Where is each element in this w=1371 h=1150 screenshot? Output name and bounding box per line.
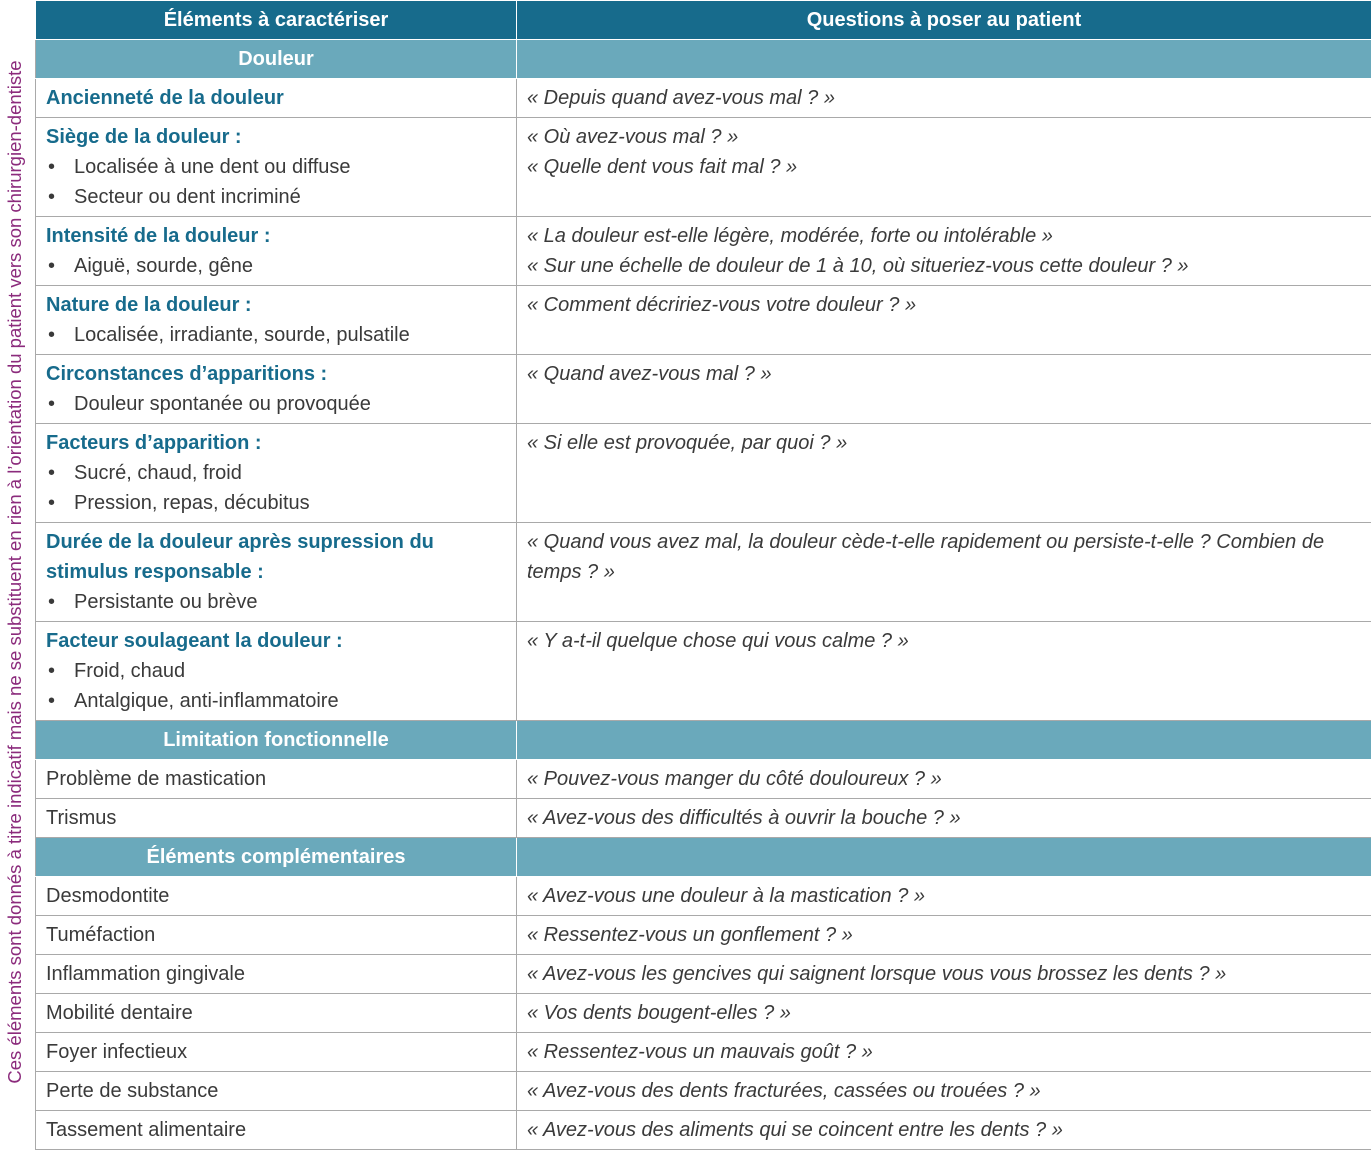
- table-row: [36, 286, 1371, 355]
- question: « Quelle dent vous fait mal ? »: [527, 152, 1361, 182]
- row-label: Intensité de la douleur :: [46, 225, 270, 247]
- question: « Ressentez-vous un mauvais goût ? »: [517, 1033, 1371, 1072]
- table-row: [36, 79, 1371, 118]
- row-label: Facteurs d’apparition :: [46, 432, 262, 454]
- row-label: Problème de mastication: [36, 760, 517, 799]
- bullet-item: • Pression, repas, décubitus: [46, 488, 506, 518]
- question: « Avez-vous des aliments qui se coincent entre les dents ? »: [517, 1111, 1371, 1150]
- row-label: Circonstances d’apparitions :: [46, 363, 327, 385]
- section-title: Éléments complémentaires: [36, 838, 517, 877]
- table-row: [36, 916, 1371, 955]
- header-elements: Éléments à caractériser: [36, 1, 517, 40]
- row-label: Perte de substance: [36, 1072, 517, 1111]
- table-header-row: [36, 1, 1371, 40]
- table-body: [36, 40, 1371, 1150]
- bullet-item: • Douleur spontanée ou provoquée: [46, 389, 506, 419]
- row-label: Ancienneté de la douleur: [46, 87, 284, 109]
- row-label: Mobilité dentaire: [36, 994, 517, 1033]
- row-label: Siège de la douleur :: [46, 126, 242, 148]
- side-note: [0, 0, 30, 1144]
- question: « Avez-vous les gencives qui saignent lorsque vous vous brossez les dents ? »: [517, 955, 1371, 994]
- question: « Avez-vous des dents fracturées, cassées ou trouées ? »: [517, 1072, 1371, 1111]
- question: « Si elle est provoquée, par quoi ? »: [527, 428, 1361, 458]
- table-row: [36, 355, 1371, 424]
- table-row: [36, 877, 1371, 916]
- question: « Avez-vous une douleur à la mastication ? »: [517, 877, 1371, 916]
- bullet-item: • Froid, chaud: [46, 656, 506, 686]
- table-row: [36, 424, 1371, 523]
- question: « La douleur est-elle légère, modérée, forte ou intolérable »: [527, 221, 1361, 251]
- bullet-item: • Antalgique, anti-inflammatoire: [46, 686, 506, 716]
- row-label: Facteur soulageant la douleur :: [46, 630, 343, 652]
- bullet-item: • Sucré, chaud, froid: [46, 458, 506, 488]
- question: « Quand avez-vous mal ? »: [527, 359, 1361, 389]
- side-note-text: Ces éléments sont donnés à titre indicatif mais ne se substituent en rien à l’orientation du patient vers son chirurgien-dentiste: [4, 60, 26, 1083]
- section-title: Limitation fonctionnelle: [36, 721, 517, 760]
- table-row: [36, 799, 1371, 838]
- bullet-item: • Persistante ou brève: [46, 587, 506, 617]
- section-header-complementaires: [36, 838, 1371, 877]
- question: « Quand vous avez mal, la douleur cède-t-elle rapidement ou persiste-t-elle ? Combien de temps ? »: [527, 527, 1361, 587]
- bullet-item: • Secteur ou dent incriminé: [46, 182, 506, 212]
- header-questions: Questions à poser au patient: [517, 1, 1371, 40]
- question: « Où avez-vous mal ? »: [527, 122, 1361, 152]
- question: « Ressentez-vous un gonflement ? »: [517, 916, 1371, 955]
- table-row: [36, 955, 1371, 994]
- table-row: [36, 118, 1371, 217]
- table-row: [36, 994, 1371, 1033]
- section-title: Douleur: [36, 40, 517, 79]
- question: « Depuis quand avez-vous mal ? »: [527, 87, 835, 109]
- table-row: [36, 622, 1371, 721]
- question: « Pouvez-vous manger du côté douloureux ? »: [517, 760, 1371, 799]
- question: « Avez-vous des difficultés à ouvrir la bouche ? »: [517, 799, 1371, 838]
- question: « Y a-t-il quelque chose qui vous calme ? »: [527, 626, 1361, 656]
- row-label: Tassement alimentaire: [36, 1111, 517, 1150]
- question: « Sur une échelle de douleur de 1 à 10, où situeriez-vous cette douleur ? »: [527, 251, 1361, 281]
- table-row: [36, 760, 1371, 799]
- section-header-douleur: [36, 40, 1371, 79]
- interview-table: [35, 0, 1371, 1150]
- bullet-item: • Localisée, irradiante, sourde, pulsatile: [46, 320, 506, 350]
- table-row: [36, 1033, 1371, 1072]
- table-row: [36, 523, 1371, 622]
- table-row: [36, 217, 1371, 286]
- row-label: Nature de la douleur :: [46, 294, 252, 316]
- row-label: Trismus: [36, 799, 517, 838]
- bullet-item: • Aiguë, sourde, gêne: [46, 251, 506, 281]
- row-label: Foyer infectieux: [36, 1033, 517, 1072]
- question: « Vos dents bougent-elles ? »: [517, 994, 1371, 1033]
- table-row: [36, 1072, 1371, 1111]
- row-label: Durée de la douleur après supression du stimulus responsable :: [46, 531, 434, 583]
- row-label: Inflammation gingivale: [36, 955, 517, 994]
- question: « Comment décririez-vous votre douleur ? »: [527, 290, 1361, 320]
- section-header-limitation: [36, 721, 1371, 760]
- row-label: Desmodontite: [36, 877, 517, 916]
- row-label: Tuméfaction: [36, 916, 517, 955]
- bullet-item: • Localisée à une dent ou diffuse: [46, 152, 506, 182]
